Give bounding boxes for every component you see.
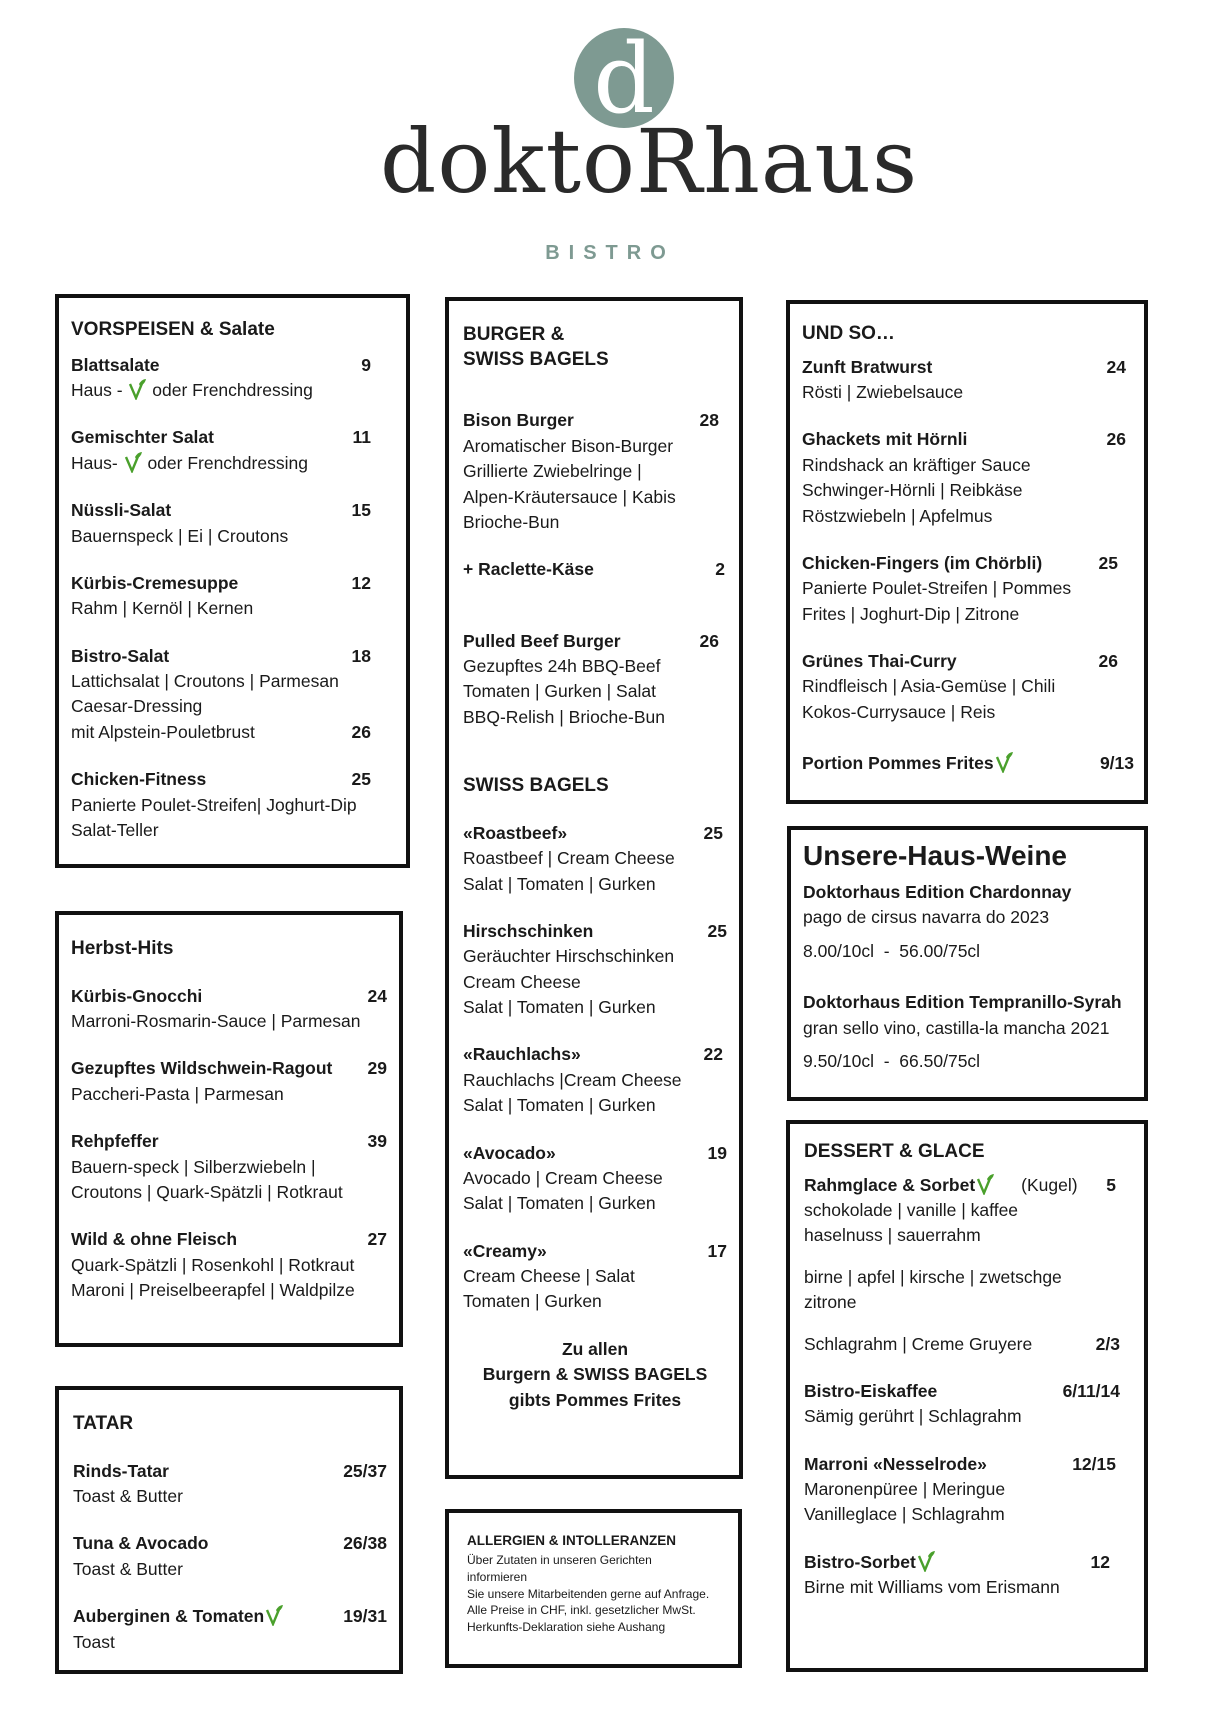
herbst-box — [55, 911, 403, 1347]
item-desc: Schlagrahm | Creme Gruyere — [804, 1333, 1033, 1354]
item-name: Blattsalate — [71, 354, 160, 375]
item-desc: Maroni | Preiselbeerapfel | Waldpilze — [71, 1280, 355, 1301]
item-desc: Haus - — [71, 380, 123, 401]
section-title: BURGER & — [463, 324, 565, 345]
item-name: Bistro-Eiskaffee — [804, 1380, 938, 1401]
item-name: Bison Burger — [463, 410, 574, 431]
vegetarian-icon — [916, 1550, 936, 1572]
item-name: Grünes Thai-Curry — [802, 651, 957, 672]
menu-item — [71, 1227, 389, 1303]
menu-item — [802, 649, 1132, 725]
info-line: Herkunfts-Deklaration siehe Aushang — [467, 1620, 666, 1635]
section-title: VORSPEISEN & Salate — [71, 319, 275, 340]
item-name: «Avocado» — [463, 1142, 556, 1163]
menu-item — [802, 551, 1132, 627]
item-name: Hirschschinken — [463, 920, 594, 941]
item-desc: Brioche-Bun — [463, 511, 560, 532]
item-price: 12 — [1090, 1551, 1110, 1572]
section-title: Unsere-Haus-Weine — [803, 840, 1068, 871]
dessert-box — [786, 1120, 1148, 1672]
item-price: 26 — [699, 630, 719, 651]
menu-item — [71, 571, 396, 622]
item-desc: Birne mit Williams vom Erismann — [804, 1577, 1060, 1598]
item-price: 12 — [351, 572, 371, 593]
item-desc: Rindfleisch | Asia-Gemüse | Chili — [802, 676, 1056, 697]
weine-box — [787, 826, 1148, 1101]
menu-item — [73, 1459, 387, 1510]
menu-item — [71, 767, 396, 843]
menu-item — [71, 353, 396, 404]
item-desc: Aromatischer Bison-Burger — [463, 435, 674, 456]
item-name: Nüssli-Salat — [71, 500, 172, 521]
item-name: Kürbis-Gnocchi — [71, 985, 203, 1006]
item-name: Bistro-Salat — [71, 645, 170, 666]
item-desc: Vanilleglace | Schlagrahm — [804, 1504, 1005, 1525]
item-desc: Quark-Spätzli | Rosenkohl | Rotkraut — [71, 1254, 355, 1275]
item-price: 6/11/14 — [1062, 1380, 1120, 1401]
item-desc: Maronenpüree | Meringue — [804, 1479, 1006, 1500]
menu-item — [71, 984, 389, 1035]
menu-item — [71, 1129, 389, 1205]
item-price: 24 — [367, 985, 387, 1006]
item-price: 18 — [351, 645, 371, 666]
wine-origin: gran sello vino, castilla-la mancha 2021 — [803, 1017, 1110, 1038]
menu-item — [71, 644, 396, 746]
section-title: UND SO… — [802, 323, 895, 344]
note-line: gibts Pommes Frites — [508, 1389, 682, 1410]
item-desc: BBQ-Relish | Brioche-Bun — [463, 706, 665, 727]
item-price: 5 — [1106, 1174, 1116, 1195]
item-desc: oder Frenchdressing — [147, 452, 308, 473]
item-desc: Gezupftes 24h BBQ-Beef — [463, 656, 661, 676]
item-desc: Panierte Poulet-Streifen| Joghurt-Dip — [71, 794, 357, 815]
menu-item — [463, 408, 727, 535]
wine-origin: pago de cirsus navarra do 2023 — [803, 907, 1050, 928]
item-desc: Bauern-speck | Silberzwiebeln | — [71, 1156, 316, 1177]
item-desc: Salat | Tomaten | Gurken — [463, 1193, 656, 1214]
item-desc: mit Alpstein-Pouletbrust — [71, 721, 255, 742]
item-price: 2/3 — [1095, 1333, 1120, 1354]
undso-box — [786, 300, 1148, 804]
item-price: 28 — [699, 410, 719, 431]
item-desc: Salat | Tomaten | Gurken — [463, 873, 656, 894]
menu-item — [463, 1239, 727, 1315]
menu-item — [802, 427, 1132, 529]
item-desc: Cream Cheese — [463, 971, 581, 992]
tatar-box — [55, 1386, 403, 1674]
item-price: 2 — [715, 559, 725, 580]
item-desc: Grillierte Zwiebelringe | — [463, 461, 642, 482]
item-name: Kürbis-Cremesuppe — [71, 572, 239, 593]
item-price: 39 — [367, 1131, 387, 1152]
item-price: 24 — [1106, 356, 1126, 377]
section-title: SWISS BAGELS — [463, 775, 609, 797]
info-line: Alle Preise in CHF, inkl. gesetzlicher MwSt. — [467, 1603, 696, 1618]
item-name: Rinds-Tatar — [73, 1460, 169, 1481]
item-name: Chicken-Fitness — [71, 769, 207, 790]
item-desc: Röstzwiebeln | Apfelmus — [802, 505, 993, 526]
logo-letter: d — [593, 28, 655, 128]
item-desc: Caesar-Dressing — [71, 696, 203, 717]
menu-item — [804, 1173, 1132, 1249]
item-desc: Rauchlachs |Cream Cheese — [463, 1069, 682, 1090]
item-name: Tuna & Avocado — [73, 1533, 209, 1554]
menu-item — [802, 751, 1132, 776]
menu-item — [463, 1042, 727, 1118]
vegetarian-icon — [994, 751, 1014, 773]
item-price: 26 — [1098, 651, 1118, 672]
info-line: Über Zutaten in unseren Gerichten — [467, 1553, 652, 1567]
item-desc: Panierte Poulet-Streifen | Pommes — [802, 578, 1072, 599]
menu-item — [804, 1550, 1132, 1601]
vorspeisen-box — [55, 294, 410, 868]
wine-name: Doktorhaus Edition Chardonnay — [803, 882, 1072, 902]
item-name: Gemischter Salat — [71, 427, 214, 448]
section-title: DESSERT & GLACE — [804, 1141, 985, 1162]
item-desc: Roastbeef | Cream Cheese — [463, 848, 675, 869]
item-price: 29 — [367, 1058, 387, 1079]
wine-price: 9.50/10cl - 66.50/75cl — [803, 1050, 981, 1071]
item-price: 12/15 — [1072, 1453, 1116, 1474]
item-name: Gezupftes Wildschwein-Ragout — [71, 1058, 333, 1079]
wine-price: 8.00/10cl - 56.00/75cl — [803, 940, 981, 961]
item-name: + Raclette-Käse — [463, 559, 594, 580]
menu-item — [71, 425, 396, 476]
item-desc: Sämig gerührt | Schlagrahm — [804, 1406, 1022, 1427]
burger-box — [445, 297, 743, 1479]
vegetarian-icon — [123, 451, 143, 473]
wine-item — [803, 990, 1134, 1074]
item-name: Rehpfeffer — [71, 1131, 159, 1152]
wine-item — [803, 880, 1134, 964]
item-desc: Salat-Teller — [71, 819, 159, 840]
item-price: 25 — [707, 920, 727, 941]
item-desc: Toast & Butter — [73, 1486, 183, 1507]
item-price: 22 — [703, 1044, 723, 1065]
item-price: 26 — [1106, 429, 1126, 450]
item-desc: haselnuss | sauerrahm — [804, 1225, 981, 1246]
brand-name: doktoRhaus — [380, 110, 919, 213]
item-desc: Croutons | Quark-Spätzli | Rotkraut — [71, 1181, 343, 1202]
item-desc: Rahm | Kernöl | Kernen — [71, 598, 254, 619]
item-price: 9/13 — [1099, 753, 1134, 774]
item-price: 25 — [1098, 552, 1118, 573]
vegetarian-icon — [264, 1604, 284, 1626]
item-price: 26/38 — [343, 1533, 387, 1554]
item-name: Marroni «Nesselrode» — [804, 1453, 987, 1474]
menu-item — [73, 1604, 387, 1655]
menu-item — [463, 629, 727, 731]
brand-subtitle: BISTRO — [545, 242, 675, 264]
item-desc: Schwinger-Hörnli | Reibkäse — [802, 480, 1023, 501]
menu-item — [463, 1141, 727, 1217]
item-price: 25 — [703, 822, 723, 843]
item-name: Wild & ohne Fleisch — [71, 1229, 238, 1250]
item-desc: Marroni-Rosmarin-Sauce | Parmesan — [71, 1011, 361, 1032]
item-desc: schokolade | vanille | kaffee — [804, 1200, 1019, 1221]
info-line: Sie unsere Mitarbeitenden gerne auf Anfrage. — [467, 1586, 710, 1601]
item-desc: Salat | Tomaten | Gurken — [463, 997, 656, 1018]
menu-item — [73, 1531, 387, 1582]
item-desc: Toast — [73, 1631, 115, 1652]
item-name: Portion Pommes Frites — [802, 753, 994, 774]
item-price: 9 — [361, 354, 371, 375]
item-name: Chicken-Fingers (im Chörbli) — [802, 552, 1043, 573]
menu-item — [71, 498, 396, 549]
menu-item — [71, 1056, 389, 1107]
item-name: Auberginen & Tomaten — [73, 1606, 265, 1627]
item-name: Zunft Bratwurst — [802, 356, 933, 377]
item-desc: Bauernspeck | Ei | Croutons — [71, 525, 289, 546]
item-desc: Toast & Butter — [73, 1558, 183, 1579]
section-title: SWISS BAGELS — [463, 348, 609, 370]
menu-item — [804, 1265, 1132, 1316]
item-price: 25/37 — [343, 1460, 387, 1481]
item-price: 11 — [352, 427, 371, 448]
item-desc: Tomaten | Gurken — [463, 1291, 602, 1312]
item-desc: Kokos-Currysauce | Reis — [802, 701, 996, 722]
wine-name: Doktorhaus Edition Tempranillo-Syrah — [803, 992, 1122, 1013]
item-desc: Alpen-Kräutersauce | Kabis — [463, 486, 676, 507]
note-line: Zu allen — [561, 1338, 629, 1359]
item-desc: Haus- — [71, 452, 118, 473]
item-price: 26 — [351, 721, 371, 742]
item-price: 17 — [707, 1240, 727, 1261]
item-desc: Cream Cheese | Salat — [463, 1266, 635, 1287]
menu-item — [463, 557, 727, 582]
allergien-box — [445, 1509, 742, 1668]
vegetarian-icon — [975, 1173, 995, 1195]
item-desc: Tomaten | Gurken | Salat — [463, 681, 656, 702]
item-desc: Paccheri-Pasta | Parmesan — [71, 1083, 284, 1104]
item-price: 25 — [351, 769, 371, 790]
item-name: Ghackets mit Hörnli — [802, 429, 968, 450]
item-price: 15 — [351, 500, 371, 521]
menu-item — [804, 1332, 1132, 1357]
item-name: «Rauchlachs» — [463, 1044, 581, 1065]
section-title: TATAR — [73, 1413, 134, 1434]
menu-item — [802, 355, 1132, 406]
item-name: Pulled Beef Burger — [463, 630, 621, 651]
item-name: «Roastbeef» — [463, 822, 568, 843]
menu-item — [463, 919, 727, 1021]
item-price: 27 — [367, 1229, 387, 1250]
item-desc: birne | apfel | kirsche | zwetschge — [804, 1266, 1062, 1287]
info-line: informieren — [467, 1569, 528, 1584]
item-unit: (Kugel) — [1021, 1174, 1078, 1195]
vegetarian-icon — [127, 378, 147, 400]
item-name: «Creamy» — [463, 1240, 547, 1261]
note-line: Burgern & SWISS BAGELS — [482, 1364, 708, 1385]
menu-item — [463, 821, 727, 897]
item-price: 19 — [707, 1142, 727, 1163]
item-price: 19/31 — [343, 1606, 387, 1627]
item-desc: Lattichsalat | Croutons | Parmesan — [71, 671, 339, 692]
section-title: ALLERGIEN & INTOLLERANZEN — [467, 1533, 676, 1548]
menu-item — [804, 1379, 1132, 1430]
section-title: Herbst-Hits — [71, 938, 174, 959]
item-desc: Salat | Tomaten | Gurken — [463, 1095, 656, 1116]
item-desc: Avocado | Cream Cheese — [463, 1167, 663, 1188]
item-desc: Geräuchter Hirschschinken — [463, 946, 675, 967]
item-desc: zitrone — [804, 1292, 857, 1313]
item-desc: oder Frenchdressing — [152, 380, 313, 401]
item-desc: Rindshack an kräftiger Sauce — [802, 454, 1031, 475]
menu-item — [804, 1452, 1132, 1528]
item-name: Rahmglace & Sorbet — [804, 1174, 976, 1195]
item-desc: Frites | Joghurt-Dip | Zitrone — [802, 603, 1020, 624]
item-name: Bistro-Sorbet — [804, 1551, 916, 1572]
item-desc: Rösti | Zwiebelsauce — [802, 382, 964, 403]
